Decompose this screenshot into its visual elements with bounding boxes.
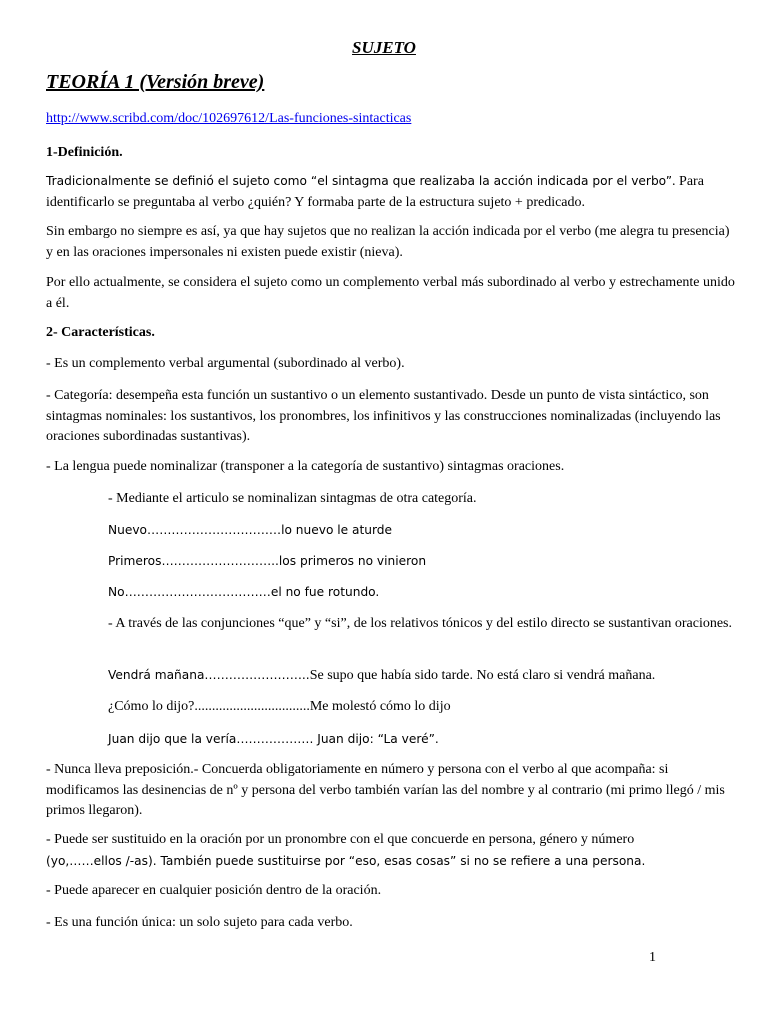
list-item: - Puede aparecer en cualquier posición dentro de la oración.: [46, 883, 382, 898]
sub-item: - A través de las conjunciones “que” y “si”, de los relativos tónicos y del estilo directo se sustantivan oraciones.: [108, 616, 732, 631]
paragraph-text: (yo,……ellos /-as). También puede sustituirse por “eso, esas cosas” si no se refiere a una persona.: [46, 853, 646, 868]
list-item: - Es una función única: un solo sujeto para cada verbo.: [46, 915, 353, 930]
list-item: - Categoría: desempeña esta función un sustantivo o un elemento sustantivado. Desde un punto de vista sintáctico, son sintagmas nominales: los sustantivos, los pronombres, los infinitivos y las construcciones nominalizadas (incluyendo las oraciones subordinadas sustantivas).: [46, 388, 721, 444]
example-line: Nuevo……………………………lo nuevo le aturde: [108, 523, 393, 537]
example-line: ¿Cómo lo dijo?.................................Me molestó cómo lo dijo: [108, 699, 451, 714]
section-heading-caracteristicas: 2- Características.: [46, 325, 155, 340]
section-heading-definicion: 1-Definición.: [46, 145, 123, 160]
page-number: 1: [649, 950, 656, 965]
sub-item: - Mediante el articulo se nominalizan sintagmas de otra categoría.: [108, 491, 477, 506]
example-text: Vendrá mañana……………………..: [108, 668, 310, 682]
paragraph-por-ello: Por ello actualmente, se considera el sujeto como un complemento verbal más subordinado al verbo y estrechamente unido a él.: [46, 275, 735, 311]
example-line: No………………………………el no fue rotundo.: [108, 585, 380, 599]
paragraph-text: identificarlo se preguntaba al verbo ¿quién? Y formaba parte de la estructura sujeto + predicado.: [46, 194, 586, 210]
list-item: - Es un complemento verbal argumental (subordinado al verbo).: [46, 356, 405, 371]
document-subtitle: TEORÍA 1 (Versión breve): [46, 71, 265, 93]
paragraph-definicion: [46, 171, 736, 213]
example-text: Se supo que había sido tarde. No está claro si vendrá mañana.: [309, 668, 656, 683]
example-line: Primeros………………………..los primeros no vinieron: [108, 554, 427, 568]
paragraph-text: Tradicionalmente se definió el sujeto como “el sintagma que realizaba la acción indicada por el verbo”: [46, 174, 673, 188]
paragraph-text: . Para: [672, 174, 704, 189]
document-title: SUJETO: [352, 38, 416, 57]
list-item: - La lengua puede nominalizar (transponer a la categoría de sustantivo) sintagmas oraciones.: [46, 459, 565, 474]
example-line: [108, 665, 734, 687]
list-item: - Nunca lleva preposición.- Concuerda obligatoriamente en número y persona con el verbo al que acompaña: si modificamos las desinencias de nº y persona del verbo también varían las del nombre y al contrario (mi primo llegó / mis primos llegaron).: [46, 762, 725, 818]
source-link[interactable]: http://www.scribd.com/doc/102697612/Las-funciones-sintacticas: [46, 111, 412, 126]
paragraph-sin-embargo: Sin embargo no siempre es así, ya que hay sujetos que no realizan la acción indicada por el verbo (me alegra tu presencia) y en las oraciones impersonales ni existen puede existir (nieva).: [46, 224, 730, 260]
paragraph-text: - Puede ser sustituido en la oración por un pronombre con el que concuerde en persona, género y número: [46, 832, 635, 847]
example-line: Juan dijo que la vería………………. Juan dijo: “La veré”.: [108, 732, 439, 746]
list-item: [46, 830, 736, 872]
